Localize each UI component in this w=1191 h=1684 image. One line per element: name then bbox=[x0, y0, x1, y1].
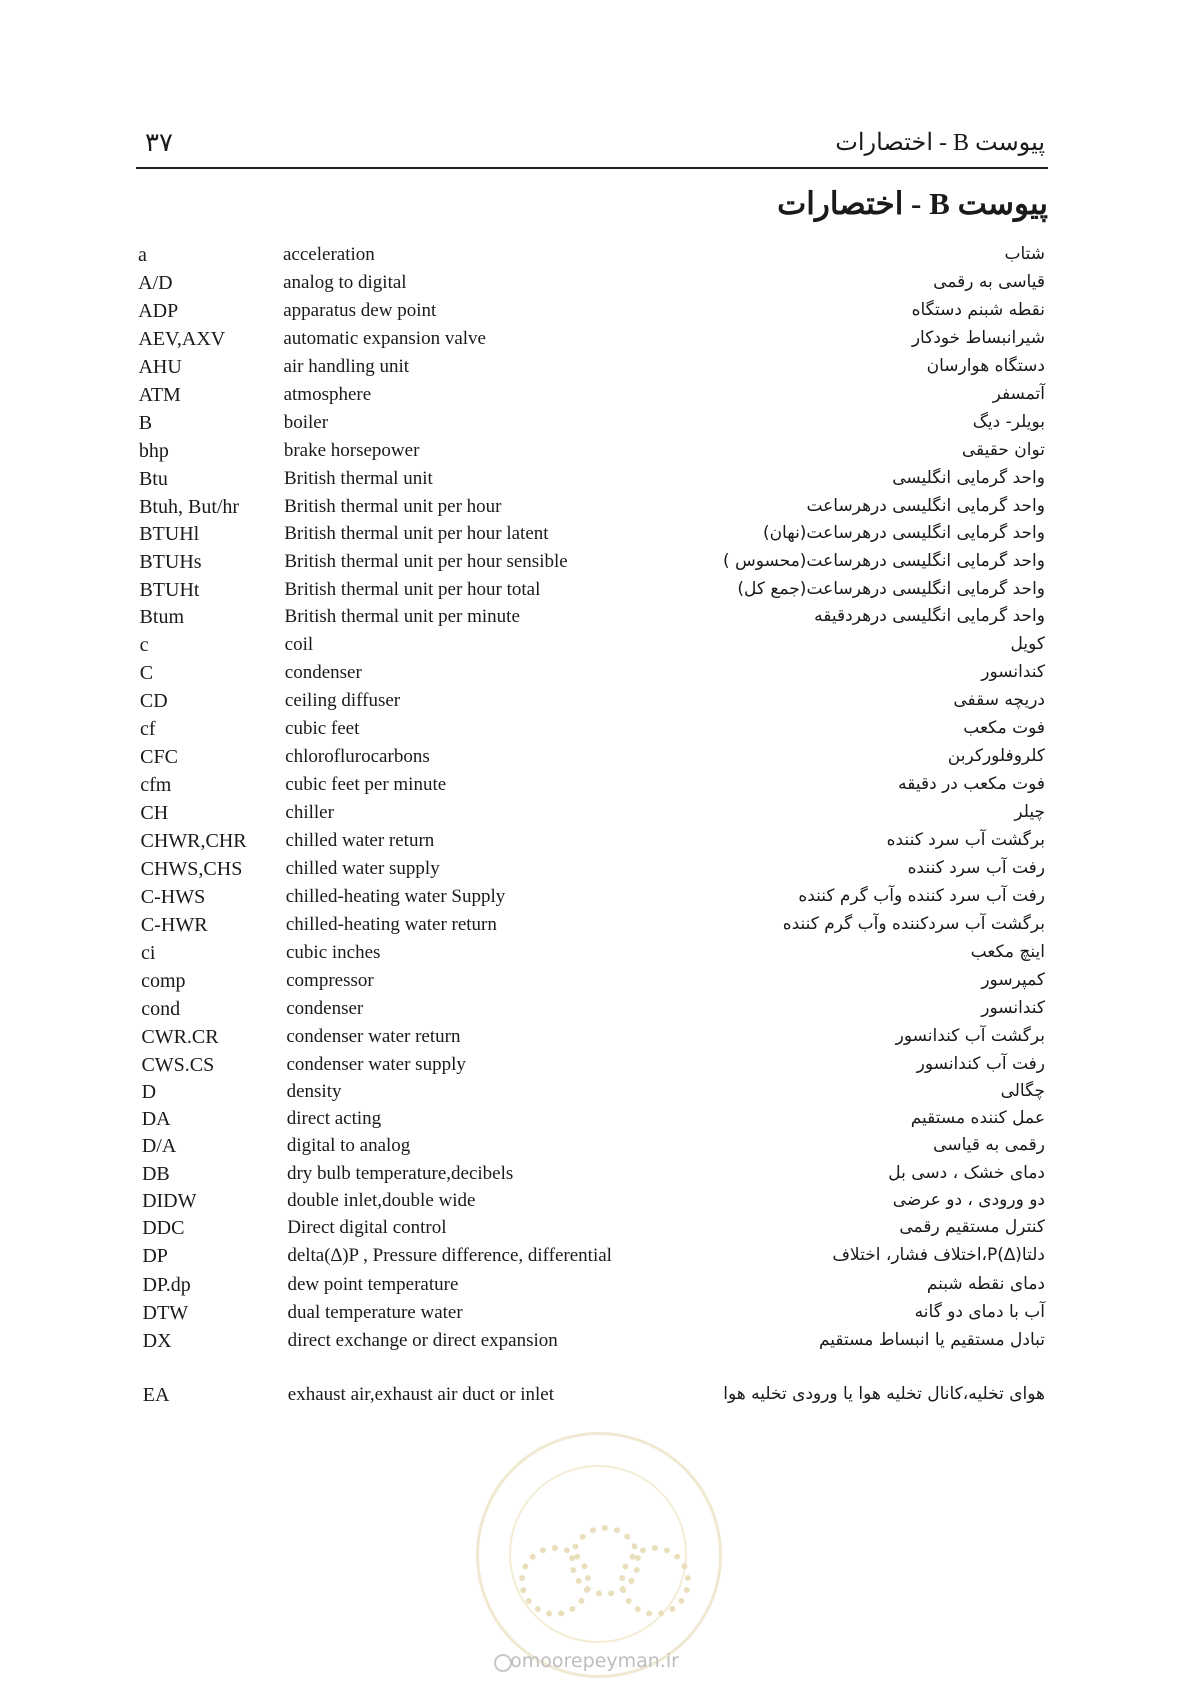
list-item bbox=[0, 1135, 1191, 1165]
english-term: British thermal unit bbox=[283, 468, 433, 489]
list-item bbox=[0, 774, 1191, 804]
persian-term: واحد گرمایی انگلیسی درهرساعت bbox=[806, 496, 1045, 516]
english-term: British thermal unit per hour latent bbox=[284, 523, 549, 544]
english-term: condenser bbox=[284, 662, 362, 683]
abbreviation: ci bbox=[141, 942, 156, 964]
english-term: digital to analog bbox=[286, 1135, 411, 1156]
abbreviation: bhp bbox=[138, 440, 169, 462]
list-item bbox=[0, 634, 1191, 664]
english-term: brake horsepower bbox=[283, 440, 420, 461]
english-term: exhaust air,exhaust air duct or inlet bbox=[287, 1384, 555, 1405]
abbreviation: DTW bbox=[142, 1302, 189, 1324]
abbreviation: C-HWS bbox=[140, 886, 206, 908]
persian-term: دمای نقطه شبنم bbox=[926, 1274, 1045, 1294]
persian-term: آب با دمای دو گانه bbox=[914, 1302, 1045, 1322]
abbreviation: c bbox=[139, 634, 149, 656]
list-item bbox=[0, 1026, 1191, 1056]
abbreviation: a bbox=[138, 244, 147, 266]
list-item bbox=[0, 579, 1191, 609]
persian-term: هوای تخلیه،کانال تخلیه هوا یا ورودی تخلیه هوا bbox=[723, 1384, 1045, 1404]
list-item bbox=[0, 244, 1191, 274]
persian-term: واحد گرمایی انگلیسی درهرساعت(نهان) bbox=[762, 523, 1045, 543]
list-item bbox=[0, 1274, 1191, 1304]
persian-term: کویل bbox=[1010, 634, 1045, 654]
english-term: dual temperature water bbox=[287, 1302, 463, 1323]
english-term: condenser water supply bbox=[286, 1054, 466, 1075]
list-item bbox=[0, 300, 1191, 330]
persian-term: توان حقیقی bbox=[961, 440, 1045, 460]
english-term: dry bulb temperature,decibels bbox=[286, 1163, 514, 1184]
list-item bbox=[0, 858, 1191, 888]
list-item bbox=[0, 1245, 1191, 1275]
abbreviation: A/D bbox=[138, 272, 173, 294]
abbreviation: DX bbox=[142, 1330, 172, 1352]
list-item bbox=[0, 384, 1191, 414]
list-item bbox=[0, 886, 1191, 916]
persian-term: کندانسور bbox=[981, 998, 1045, 1018]
english-term: ceiling diffuser bbox=[284, 690, 401, 711]
english-term: condenser bbox=[286, 998, 364, 1019]
english-term: double inlet,double wide bbox=[287, 1190, 476, 1211]
english-term: British thermal unit per hour sensible bbox=[284, 551, 568, 572]
persian-term: برگشت آب سردکننده وآب گرم کننده bbox=[782, 914, 1045, 934]
list-item bbox=[0, 1054, 1191, 1084]
english-term: Direct digital control bbox=[287, 1217, 447, 1238]
abbreviation: CFC bbox=[140, 746, 178, 768]
english-term: compressor bbox=[286, 970, 374, 991]
abbreviation: D/A bbox=[141, 1135, 177, 1157]
abbreviation: ATM bbox=[138, 384, 181, 406]
abbreviation: cf bbox=[140, 718, 156, 740]
english-term: cubic feet per minute bbox=[285, 774, 447, 795]
abbreviation: BTUHt bbox=[139, 579, 200, 601]
persian-term: کندانسور bbox=[981, 662, 1045, 682]
list-item bbox=[0, 802, 1191, 832]
persian-term: رقمی به قیاسی bbox=[933, 1135, 1045, 1155]
persian-term: عمل کننده مستقیم bbox=[910, 1108, 1045, 1128]
list-item bbox=[0, 468, 1191, 498]
english-term: cubic inches bbox=[286, 942, 381, 963]
abbreviation: AHU bbox=[138, 356, 182, 378]
abbreviation: CWR.CR bbox=[141, 1026, 219, 1048]
publisher-seal-watermark bbox=[476, 1432, 722, 1678]
english-term: density bbox=[286, 1081, 342, 1102]
persian-term: کنترل مستقیم رقمی bbox=[899, 1217, 1045, 1237]
list-item bbox=[0, 551, 1191, 581]
persian-term: اینچ مکعب bbox=[970, 942, 1045, 962]
english-term: British thermal unit per minute bbox=[284, 606, 520, 627]
english-term: chilled-heating water Supply bbox=[285, 886, 506, 907]
abbreviation: CHWR,CHR bbox=[140, 830, 247, 852]
english-term: dew point temperature bbox=[287, 1274, 459, 1295]
persian-term: شیرانبساط خودکار bbox=[911, 328, 1045, 348]
english-term: coil bbox=[284, 634, 314, 655]
list-item bbox=[0, 1330, 1191, 1360]
list-item bbox=[0, 328, 1191, 358]
persian-term: شتاب bbox=[1004, 244, 1045, 264]
english-term: analog to digital bbox=[283, 272, 407, 293]
persian-term: دستگاه هوارسان bbox=[926, 356, 1045, 376]
abbreviation: BTUHl bbox=[139, 523, 200, 545]
english-term: atmosphere bbox=[283, 384, 372, 405]
persian-term: کمپرسور bbox=[981, 970, 1045, 990]
english-term: British thermal unit per hour total bbox=[284, 579, 541, 600]
abbreviation: DA bbox=[141, 1108, 171, 1130]
list-item bbox=[0, 1217, 1191, 1247]
persian-term: برگشت آب کندانسور bbox=[895, 1026, 1045, 1046]
list-item bbox=[0, 998, 1191, 1028]
persian-term: دمای خشک ، دسی بل bbox=[888, 1163, 1045, 1183]
persian-term: قیاسی به رقمی bbox=[933, 272, 1045, 292]
abbreviation: DP.dp bbox=[142, 1274, 191, 1296]
persian-term: آتمسفر bbox=[992, 384, 1045, 404]
list-item bbox=[0, 272, 1191, 302]
abbreviation: C-HWR bbox=[140, 914, 208, 936]
list-item bbox=[0, 412, 1191, 442]
english-term: cubic feet bbox=[285, 718, 360, 739]
persian-term: چگالی bbox=[1000, 1081, 1045, 1101]
header-rule bbox=[136, 167, 1048, 169]
list-item bbox=[0, 356, 1191, 386]
english-term: chilled water return bbox=[285, 830, 435, 851]
list-item bbox=[0, 606, 1191, 636]
abbreviation: B bbox=[138, 412, 153, 434]
page-title: پیوست B - اختصارات bbox=[777, 186, 1048, 221]
list-item bbox=[0, 942, 1191, 972]
abbreviation: AEV,AXV bbox=[138, 328, 226, 350]
persian-term: برگشت آب سرد کننده bbox=[886, 830, 1045, 850]
persian-term: واحد گرمایی انگلیسی درهردقیقه bbox=[814, 606, 1045, 626]
persian-term: واحد گرمایی انگلیسی درهرساعت(جمع کل) bbox=[737, 579, 1045, 599]
abbreviation: Btum bbox=[139, 606, 184, 628]
english-term: chloroflurocarbons bbox=[285, 746, 430, 767]
persian-term: تبادل مستقیم یا انبساط مستقیم bbox=[818, 1330, 1045, 1350]
persian-term: رفت آب سرد کننده bbox=[907, 858, 1045, 878]
abbreviation: DP bbox=[142, 1245, 168, 1267]
english-term: acceleration bbox=[283, 244, 375, 265]
list-item bbox=[0, 690, 1191, 720]
abbreviation: CWS.CS bbox=[141, 1054, 215, 1076]
list-item bbox=[0, 523, 1191, 553]
abbreviation: comp bbox=[141, 970, 186, 992]
list-item bbox=[0, 1384, 1191, 1414]
english-term: automatic expansion valve bbox=[283, 328, 486, 349]
abbreviation: C bbox=[139, 662, 154, 684]
persian-term: فوت مکعب bbox=[963, 718, 1045, 738]
persian-term: رفت آب سرد کننده وآب گرم کننده bbox=[798, 886, 1045, 906]
persian-term: دلتا(∆)P،اختلاف فشار، اختلاف bbox=[832, 1245, 1045, 1265]
list-item bbox=[0, 746, 1191, 776]
abbreviation: Btuh, But/hr bbox=[139, 496, 240, 518]
abbreviation: DDC bbox=[142, 1217, 185, 1239]
english-term: direct exchange or direct expansion bbox=[287, 1330, 558, 1351]
list-item bbox=[0, 1190, 1191, 1220]
list-item bbox=[0, 662, 1191, 692]
list-item bbox=[0, 914, 1191, 944]
abbreviation: Btu bbox=[138, 468, 168, 490]
persian-term: نقطه شبنم دستگاه bbox=[911, 300, 1045, 320]
abbreviation: CH bbox=[140, 802, 169, 824]
persian-term: واحد گرمایی انگلیسی درهرساعت(محسوس ) bbox=[722, 551, 1045, 571]
english-term: direct acting bbox=[286, 1108, 382, 1129]
watermark-site-text: omoorepeyman.ir bbox=[510, 1650, 679, 1672]
persian-term: دریچه سقفی bbox=[953, 690, 1045, 710]
abbreviation: DIDW bbox=[142, 1190, 197, 1212]
english-term: condenser water return bbox=[286, 1026, 461, 1047]
abbreviation: EA bbox=[142, 1384, 170, 1406]
list-item bbox=[0, 970, 1191, 1000]
persian-term: رفت آب کندانسور bbox=[916, 1054, 1045, 1074]
english-term: chilled-heating water return bbox=[285, 914, 497, 935]
english-term: boiler bbox=[283, 412, 329, 433]
page-number: ۳۷ bbox=[145, 128, 173, 157]
english-term: apparatus dew point bbox=[283, 300, 437, 321]
abbreviation: CD bbox=[139, 690, 168, 712]
list-item bbox=[0, 718, 1191, 748]
english-term: air handling unit bbox=[283, 356, 410, 377]
persian-term: فوت مکعب در دقیقه bbox=[898, 774, 1045, 794]
english-term: British thermal unit per hour bbox=[284, 496, 502, 517]
list-item bbox=[0, 1302, 1191, 1332]
abbreviation: ADP bbox=[138, 300, 179, 322]
persian-term: دو ورودی ، دو عرضی bbox=[892, 1190, 1045, 1210]
list-item bbox=[0, 1163, 1191, 1193]
abbreviation: cfm bbox=[140, 774, 172, 796]
persian-term: بویلر- دیگ bbox=[972, 412, 1045, 432]
running-head: پیوست B - اختصارات bbox=[835, 130, 1045, 156]
persian-term: کلروفلورکربن bbox=[947, 746, 1045, 766]
abbreviation: D bbox=[141, 1081, 157, 1103]
list-item bbox=[0, 1108, 1191, 1138]
list-item bbox=[0, 830, 1191, 860]
english-term: chiller bbox=[285, 802, 334, 823]
persian-term: واحد گرمایی انگلیسی bbox=[892, 468, 1045, 488]
abbreviation: CHWS,CHS bbox=[140, 858, 243, 880]
list-item bbox=[0, 496, 1191, 526]
abbreviation: DB bbox=[141, 1163, 170, 1185]
english-term: chilled water supply bbox=[285, 858, 440, 879]
list-item bbox=[0, 1081, 1191, 1111]
abbreviation: BTUHs bbox=[139, 551, 202, 573]
list-item bbox=[0, 440, 1191, 470]
persian-term: چیلر bbox=[1014, 802, 1045, 822]
english-term: delta(∆)P , Pressure difference, differential bbox=[287, 1245, 612, 1266]
abbreviation: cond bbox=[141, 998, 181, 1020]
